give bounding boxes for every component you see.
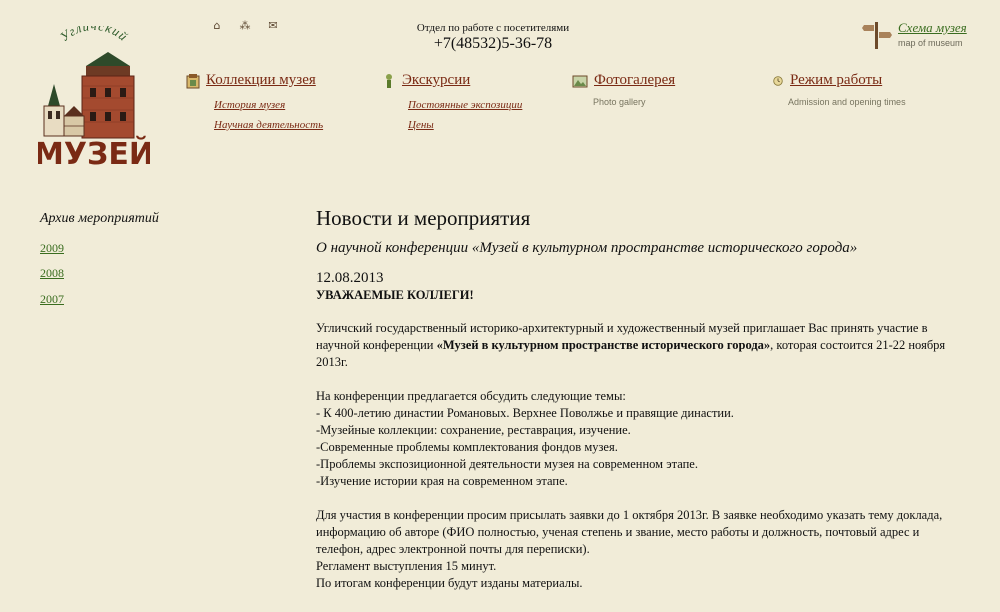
svg-text:Угличский — [57, 26, 131, 44]
sub-link-prices[interactable]: Цены — [408, 119, 434, 131]
sub-link-permanent-exhibitions[interactable]: Постоянные экспозиции — [408, 99, 523, 111]
signpost-icon[interactable] — [862, 20, 892, 50]
sub-link-research[interactable]: Научная деятельность — [214, 119, 324, 131]
topic-item: -Изучение истории края на современном этапе. — [316, 474, 568, 488]
participation-text: Для участия в конференции просим присылать заявки до 1 октября 2013г. В заявке необходимо указать тему доклада, информацию об авторе (ФИО полностью, ученая степень и звание, место работы и должность, почтовый адрес и телефон, адрес электронной почты для переписки). — [316, 508, 943, 556]
archive-year-2007[interactable]: 2007 — [40, 292, 64, 306]
invitation-date-text: , которая состоится 21-22 ноября 2013г. — [316, 338, 946, 369]
main-content — [316, 206, 956, 609]
museum-map-link[interactable]: Схема музея — [898, 20, 967, 35]
nav-link-collections[interactable]: Коллекции музея — [206, 72, 316, 88]
topic-item: - К 400-летию династии Романовых. Верхнее Поволжье и правящие династии. — [316, 406, 734, 420]
nav-opening-hours — [772, 72, 906, 107]
contact-label: Отдел по работе с посетителями — [416, 22, 570, 34]
article-body — [316, 320, 956, 592]
nav-excursions — [382, 72, 523, 131]
home-icon[interactable]: ⌂ — [213, 19, 221, 32]
article-date: 12.08.2013 — [316, 270, 384, 286]
nav-collections — [186, 72, 324, 131]
mail-icon[interactable]: ✉ — [268, 19, 278, 32]
article-paragraph-invitation — [316, 320, 956, 371]
invitation-text: Угличский государственный историко-архитектурный и художественный музей приглашает Вас принять участие в научной конференции — [316, 321, 928, 352]
logo-main-text: МУЗЕЙ — [38, 137, 150, 168]
museum-logo[interactable] — [38, 26, 150, 168]
photogallery-subtitle: Photo gallery — [593, 97, 646, 107]
article-title: О научной конференции «Музей в культурном пространстве исторического города» — [316, 240, 858, 256]
nav-link-opening-hours[interactable]: Режим работы — [790, 72, 883, 88]
contact-block — [398, 22, 588, 53]
topic-item: -Музейные коллекции: сохранение, реставрация, изучение. — [316, 423, 631, 437]
topic-item: -Проблемы экспозиционной деятельности музея на современном этапе. — [316, 457, 698, 471]
excursion-icon — [382, 73, 396, 89]
sub-link-museum-history[interactable]: История музея — [214, 99, 286, 111]
article-paragraph-topics — [316, 388, 956, 490]
clock-icon — [772, 73, 784, 89]
museum-map-subtitle: map of museum — [898, 38, 963, 48]
topics-intro: На конференции предлагается обсудить следующие темы: — [316, 389, 626, 403]
opening-hours-subtitle: Admission and opening times — [788, 97, 906, 107]
archive-year-2008[interactable]: 2008 — [40, 266, 64, 280]
nav-link-photogallery[interactable]: Фотогалерея — [594, 72, 676, 88]
archive-year-2009[interactable]: 2009 — [40, 241, 64, 255]
logo-arc-text: Угли ский — [56, 26, 132, 45]
photo-icon — [572, 73, 588, 89]
sitemap-icon[interactable]: ⁂ — [239, 19, 251, 32]
publication-text: По итогам конференции будут изданы материалы. — [316, 576, 583, 590]
toolbar-icons — [211, 19, 279, 32]
museum-logo-image — [38, 26, 150, 168]
collection-icon — [186, 73, 200, 89]
article-greeting: УВАЖАЕМЫЕ КОЛЛЕГИ! — [316, 288, 474, 302]
topic-item: -Современные проблемы комплектования фондов музея. — [316, 440, 618, 454]
nav-link-excursions[interactable]: Экскурсии — [402, 72, 471, 88]
page-title: Новости и мероприятия — [316, 206, 531, 230]
contact-phone: +7(48532)5-36-78 — [433, 35, 553, 52]
conference-name: «Музей в культурном пространстве исторического города» — [436, 338, 771, 352]
nav-photogallery — [572, 72, 676, 107]
speech-regulation-text: Регламент выступления 15 минут. — [316, 559, 497, 573]
article-paragraph-participation — [316, 507, 956, 592]
archive-title: Архив мероприятий — [40, 211, 159, 226]
